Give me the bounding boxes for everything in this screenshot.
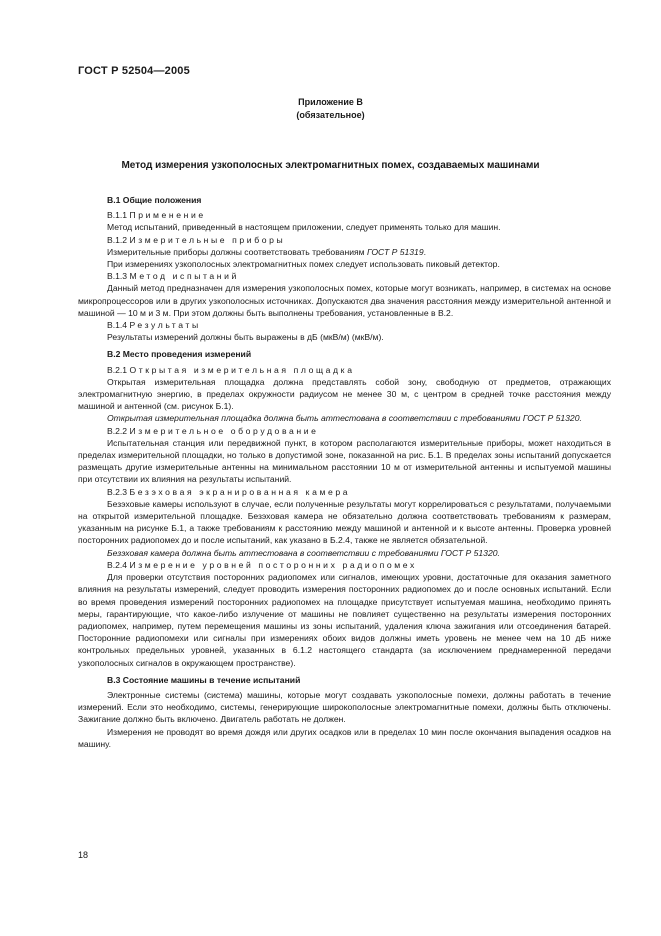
- section-heading: В.1 Общие положения: [107, 195, 202, 205]
- subsection-number: В.1.4: [107, 320, 128, 331]
- document-title: Метод измерения узкополосных электромагнитных помех, создаваемых машинами: [121, 160, 540, 171]
- annex-title: Приложение В: [298, 97, 363, 107]
- subsection-number: В.2.3: [107, 486, 128, 497]
- paragraph: Испытательная станция или передвижной пункт, в котором располагаются измерительные приборы, может находиться в пределах измерительной площадки, но только в допустимой зоне, показанной на рис. Б.1. В пределах зоны испытаний допускается размещать другие измерительные антенны на минимальном расстоянии 10 м от измерительной антенны и испытуемой машины при отсутствии их влияния на результаты испытаний.: [78, 437, 611, 485]
- subsection-heading: [78, 319, 611, 331]
- paragraph: Для проверки отсутствия посторонних радиопомех или сигналов, имеющих уровни, достаточные для оказания заметного влияния на результаты измерений, следует проводить измерения посторонних радиопомех до и после основных испытаний. Если во время проведения измерений посторонних радиопомех на площадке присутствует испытуемая машина, необходимо принять меры, гарантирующие, что какое-либо излучение от машины не повлияет существенно на результаты измерения посторонних радиопомех, например, путем перемещения машины из зоны испытаний, удаления ключа зажигания или отсоединения батарей. Посторонние радиопомехи или сигналы при измерениях обоих видов должны иметь уровень не менее чем на 10 дБ ниже контрольных предельных уровней, указанных в 6.1.2 настоящего стандарта (за исключением преднамеренной передачи узкополосных сигналов в окружающем пространстве).: [78, 572, 611, 668]
- subsection-number: В.2.2: [107, 425, 128, 436]
- subsection-title: Измерительные приборы: [129, 234, 286, 245]
- paragraph: При измерениях узкополосных электромагнитных помех следует использовать пиковый детектор.: [107, 259, 500, 270]
- paragraph: Измерения не проводят во время дождя или других осадков или в пределах 10 мин после окончания выпадения осадков на машину.: [78, 726, 611, 749]
- section-heading: В.3 Состояние машины в течение испытаний: [107, 674, 301, 685]
- subsection-title: Метод испытаний: [129, 271, 239, 282]
- page-number: 18: [78, 850, 89, 860]
- subsection-number: В.2.4: [107, 559, 128, 570]
- italic-paragraph: Безэховая камера должна быть аттестована в соответствии с требованиями ГОСТ Р 51320.: [107, 547, 500, 558]
- standard-reference: ГОСТ Р 51319: [366, 246, 424, 257]
- paragraph: [78, 246, 611, 258]
- subsection-heading: [78, 559, 611, 571]
- subsection-heading: [78, 234, 611, 246]
- paragraph: Метод испытаний, приведенный в настоящем приложении, следует применять только для машин.: [107, 222, 501, 233]
- paragraph: Данный метод предназначен для измерения узкополосных помех, которые могут возникать, например, в системах на основе микропроцессоров или в других узкополосных источниках. Допускаются два значения расстояния между измерительной антенной и машиной — 10 м и 3 м. При этом должны быть выполнены требования, установленные в В.2.: [78, 283, 611, 318]
- subsection-heading: [78, 364, 611, 376]
- subsection-title: Безэховая экранированная камера: [129, 486, 351, 497]
- subsection-title: Открытая измерительная площадка: [129, 364, 355, 375]
- italic-paragraph: Открытая измерительная площадка должна быть аттестована в соответствии с требованиями ГОСТ Р 51320.: [107, 413, 582, 424]
- subsection-number: В.1.2: [107, 234, 128, 245]
- subsection-title: Применение: [129, 210, 206, 221]
- standard-header: ГОСТ Р 52504—2005: [78, 65, 190, 77]
- subsection-number: В.1.1: [107, 210, 128, 221]
- paragraph: Результаты измерений должны быть выражены в дБ (мкВ/м) (мкВ/м).: [107, 332, 384, 343]
- paragraph-text-end: .: [423, 246, 426, 257]
- subsection-number: В.2.1: [107, 364, 128, 375]
- subsection-heading: [78, 270, 611, 282]
- subsection-number: В.1.3: [107, 271, 128, 282]
- subsection-title: Результаты: [129, 320, 201, 331]
- paragraph: Безэховые камеры используют в случае, если полученные результаты могут коррелироваться с результатами, получаемыми на открытой измерительной площадке. Безэховая камера не обязательно должна соответствовать требованиям к размерам, указанным на рисунке Б.1, а также требованиям к расстоянию между машиной и антенной и к высоте антенны. Проверка уровней посторонних радиопомех до и после испытаний, как указано в Б.2.4, также не является обязательной.: [78, 498, 611, 546]
- subsection-title: Измерительное оборудование: [129, 425, 319, 436]
- paragraph: Открытая измерительная площадка должна представлять собой зону, свободную от предметов, отражающих электромагнитную энергию, в пределах окружности радиусом не менее 30 м, с центром в средней точке расстояния между машиной и антенной (см. рисунок Б.1).: [78, 376, 611, 412]
- subsection-heading: [78, 486, 611, 498]
- paragraph: Электронные системы (система) машины, которые могут создавать узкополосные помехи, должны работать в течение измерений. Если это необходимо, системы, генерирующие широкополосные электромагнитные помехи, должны быть отключены. Зажигание должно быть включено. Двигатель работать не должен.: [78, 689, 611, 725]
- subsection-heading: [78, 425, 611, 437]
- subsection-title: Измерение уровней посторонних радиопомех: [129, 559, 417, 570]
- annex-status: (обязательное): [296, 110, 365, 120]
- subsection-heading: [78, 209, 611, 221]
- paragraph-text: Измерительные приборы должны соответствовать требованиям: [107, 246, 367, 257]
- document-body: [78, 189, 611, 750]
- section-heading: В.2 Место проведения измерений: [107, 349, 252, 360]
